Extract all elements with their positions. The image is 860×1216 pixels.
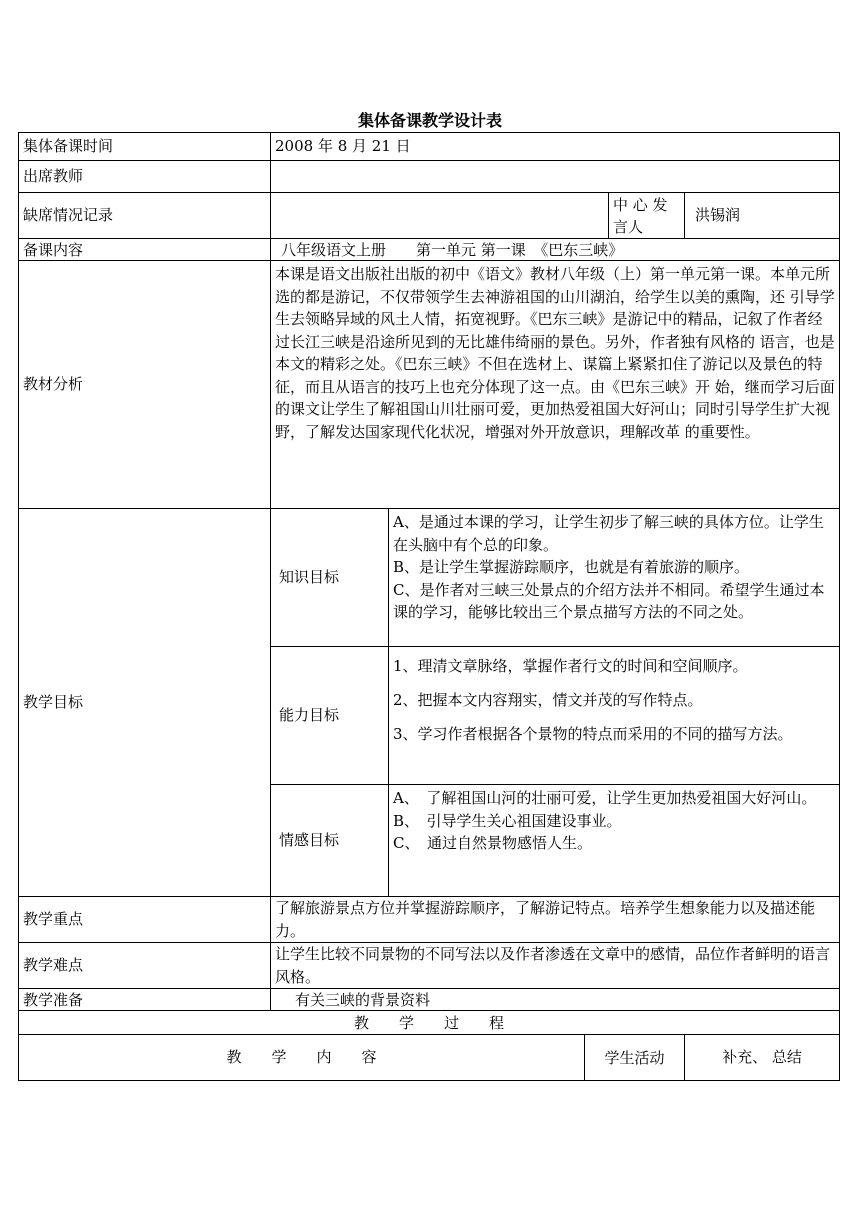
difficulty-label: 教学难点: [19, 943, 271, 989]
column-notes-header: 补充、 总结: [685, 1035, 840, 1081]
content-label: 备课内容: [19, 239, 271, 261]
table-row: [19, 261, 840, 509]
list-item: 3、学习作者根据各个景物的特点而采用的不同的描写方法。: [393, 725, 793, 743]
list-item: 1、理清文章脉络，掌握作者行文的时间和空间顺序。: [393, 657, 748, 675]
table-row: [19, 133, 840, 161]
table-row: [19, 161, 840, 193]
teacher-value: [271, 161, 840, 193]
list-item: B、 引导学生关心祖国建设事业。: [393, 811, 622, 830]
list-item: C、是作者对三峡三处景点的介绍方法并不相同。希望学生通过本课的学习，能够比较出三个景点描写方法的不同之处。: [393, 580, 825, 621]
table-row: [19, 989, 840, 1011]
column-content-header: 教 学 内 容: [19, 1035, 585, 1081]
list-item: C、 通过自然景物感悟人生。: [393, 834, 592, 852]
time-value: 2008 年 8 月 21 日: [271, 133, 840, 161]
ability-items: [389, 647, 840, 785]
list-item: 2、把握本文内容翔实，情文并茂的写作特点。: [393, 691, 703, 709]
list-item: A、 了解祖国山河的壮丽可爱，让学生更加热爱祖国大好河山。: [393, 789, 817, 807]
knowledge-label: 知识目标: [271, 509, 389, 647]
list-item: A、是通过本课的学习，让学生初步了解三峡的具体方位。让学生在头脑中有个总的印象。: [393, 513, 824, 554]
analysis-value: 本课是语文出版社出版的初中《语文》教材八年级（上）第一单元第一课。本单元所选的都是游记，不仅带领学生去神游祖国的山川湖泊，给学生以美的熏陶，还 引导学生去领略异域的风土人情，拓宽视野。《巴东三峡》是游记中的精品，记叙了作者经过长江三峡是沿途所见到的无比雄伟绮丽的景色。另外，作者独有风格的 语言，也是本文的精彩之处。《巴东三峡》不但在选材上、谋篇上紧紧扣住了游记以及景色的特征，而且从语言的技巧上也充分体现了这一点。由《巴东三峡》开 始，继而学习后面的课文让学生了解祖国山川壮丽可爱，更加热爱祖国大好河山；同时引导学生扩大视野，了解发达国家现代化状况，增强对外开放意识，理解改革 的重要性。: [271, 261, 840, 509]
column-student-header: 学生活动: [585, 1035, 685, 1081]
table-row: [19, 1035, 840, 1081]
teacher-label: 出席教师: [19, 161, 271, 193]
knowledge-items: [389, 509, 840, 647]
emotion-label: 情感目标: [271, 785, 389, 897]
prep-value: 有关三峡的背景资料: [271, 989, 840, 1011]
lesson-plan-table: [18, 132, 840, 1081]
table-row: [19, 193, 840, 239]
process-header: 教 学 过 程: [19, 1011, 840, 1035]
table-row: [19, 897, 840, 943]
analysis-label: 教材分析: [19, 261, 271, 509]
table-row: [19, 239, 840, 261]
table-row: [19, 509, 840, 647]
ability-label: 能力目标: [271, 647, 389, 785]
goals-label: 教学目标: [19, 509, 271, 897]
document-title: 集体备课教学设计表: [357, 111, 502, 130]
speaker-value: 洪锡润: [685, 193, 840, 239]
key-label: 教学重点: [19, 897, 271, 943]
prep-label: 教学准备: [19, 989, 271, 1011]
speaker-label: 中 心 发 言人: [609, 193, 685, 239]
key-value: 了解旅游景点方位并掌握游踪顺序，了解游记特点。培养学生想象能力以及描述能力。: [271, 897, 840, 943]
table-row: [19, 1011, 840, 1035]
content-value: 八年级语文上册 第一单元 第一课 《巴东三峡》: [271, 239, 840, 261]
absent-value: [271, 193, 609, 239]
emotion-items: [389, 785, 840, 897]
list-item: B、是让学生掌握游踪顺序，也就是有着旅游的顺序。: [393, 558, 750, 576]
difficulty-value: 让学生比较不同景物的不同写法以及作者渗透在文章中的感情，品位作者鲜明的语言风格。: [271, 943, 840, 989]
absent-label: 缺席情况记录: [19, 193, 271, 239]
time-label: 集体备课时间: [19, 133, 271, 161]
table-row: [19, 943, 840, 989]
